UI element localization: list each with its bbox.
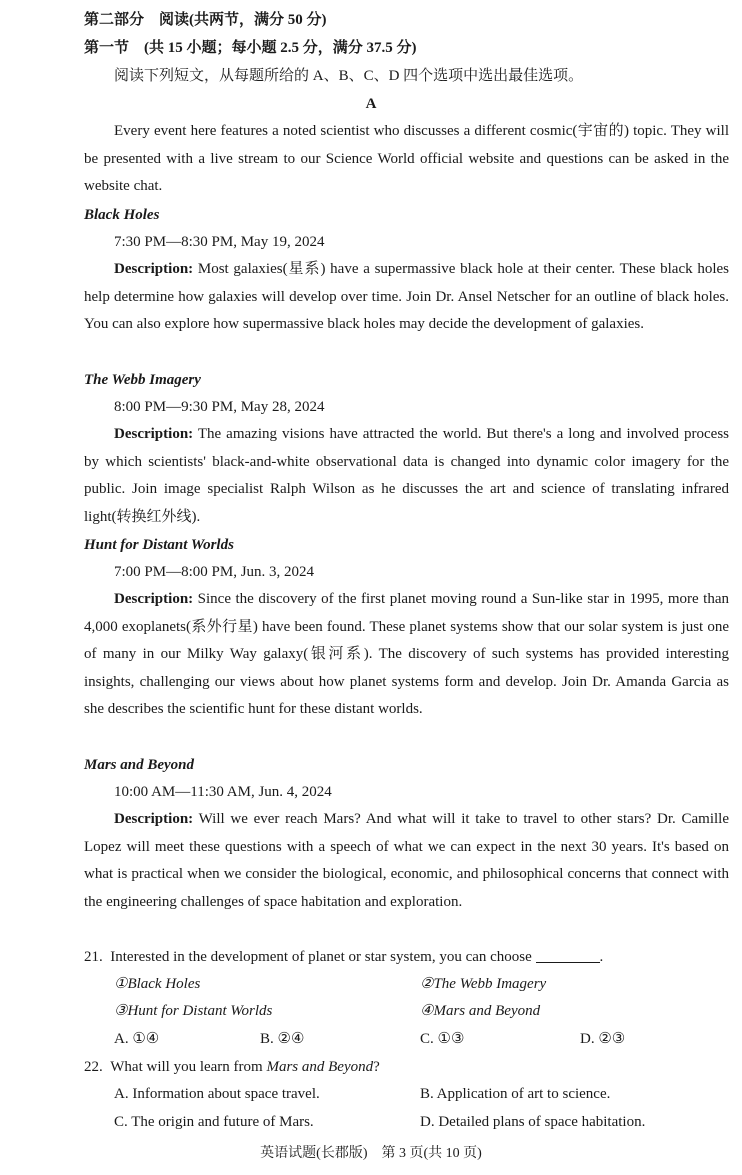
event-description: Description: Most galaxies(星系) have a supermassive black hole at their center. These black holes help determine how galaxies will develop over time. Join Dr. Ansel Netscher for an outline of black holes. You can also explore how supermassive black holes may decide the development of galaxies. — [84, 261, 729, 332]
q22-option-a: A. Information about space travel. — [114, 1086, 320, 1102]
event-description: Description: Will we ever reach Mars? And what will it take to travel to other stars? Dr. Camille Lopez will meet these questions with a speech of what we can expect in the next 30 years. It's based on what is practical when we consider the biological, economic, and philosophical concerns that connect with the engineering challenges of space habitation and exploration. — [84, 811, 729, 910]
question-22-stem: 22. What will you learn from Mars and Beyond? — [84, 1059, 380, 1075]
event-description: Description: Since the discovery of the first planet moving round a Sun-like star in 1995, more than 4,000 exoplanets(系外行星) have been found. These planet systems show that our solar system is just one of many in our Milky Way galaxy(银河系). The discovery of such systems has provided interesting insights, challenging our views about how planet systems form and develop. Join Dr. Amanda Garcia as she describes the scientific hunt for these distant worlds. — [84, 591, 729, 717]
q21-option-d: D. ②③ — [580, 1031, 626, 1047]
section-heading: 第一节 (共 15 小题；每小题 2.5 分，满分 37.5 分) — [84, 40, 417, 56]
answer-blank — [536, 948, 600, 963]
q21-item: ③Hunt for Distant Worlds — [114, 1003, 273, 1019]
page-footer: 英语试题(长郡版) 第 3 页(共 10 页) — [260, 1146, 482, 1161]
description-label: Description: — [114, 591, 194, 607]
passage-letter: A — [365, 96, 377, 112]
event-time: 7:30 PM—8:30 PM, May 19, 2024 — [114, 234, 325, 250]
q21-item: ②The Webb Imagery — [420, 976, 547, 992]
event-time: 7:00 PM—8:00 PM, Jun. 3, 2024 — [114, 564, 315, 580]
event-title: Mars and Beyond — [84, 757, 195, 773]
q22-option-d: D. Detailed plans of space habitation. — [420, 1114, 646, 1130]
passage-intro: Every event here features a noted scientist who discusses a different cosmic(宇宙的) topic. They will be presented with a live stream to our Science World official website and questions can be asked in the website chat. — [84, 123, 729, 194]
description-label: Description: — [114, 811, 194, 827]
q21-item: ④Mars and Beyond — [420, 1003, 541, 1019]
event-description: Description: The amazing visions have attracted the world. But there's a long and involved process by which scientists' black-and-white observational data is changed into dynamic color imagery for the public. Join image specialist Ralph Wilson as he discusses the art and science of translating infrared light(转换红外线). — [84, 426, 729, 525]
q21-option-a: A. ①④ — [114, 1031, 160, 1047]
part-heading: 第二部分 阅读(共两节，满分 50 分) — [84, 12, 327, 28]
event-title: Hunt for Distant Worlds — [84, 537, 234, 553]
q21-item: ①Black Holes — [114, 976, 201, 992]
q21-option-b: B. ②④ — [260, 1031, 305, 1047]
event-title: The Webb Imagery — [84, 372, 201, 388]
description-label: Description: — [114, 261, 194, 277]
event-time: 10:00 AM—11:30 AM, Jun. 4, 2024 — [114, 784, 332, 800]
question-21-stem: 21. Interested in the development of planet or star system, you can choose . — [84, 949, 604, 965]
instructions: 阅读下列短文，从每题所给的 A、B、C、D 四个选项中选出最佳选项。 — [114, 68, 584, 84]
q22-option-b: B. Application of art to science. — [420, 1086, 611, 1102]
event-time: 8:00 PM—9:30 PM, May 28, 2024 — [114, 399, 325, 415]
q21-option-c: C. ①③ — [420, 1031, 465, 1047]
description-label: Description: — [114, 426, 194, 442]
event-title: Black Holes — [84, 207, 160, 223]
q22-option-c: C. The origin and future of Mars. — [114, 1114, 314, 1130]
